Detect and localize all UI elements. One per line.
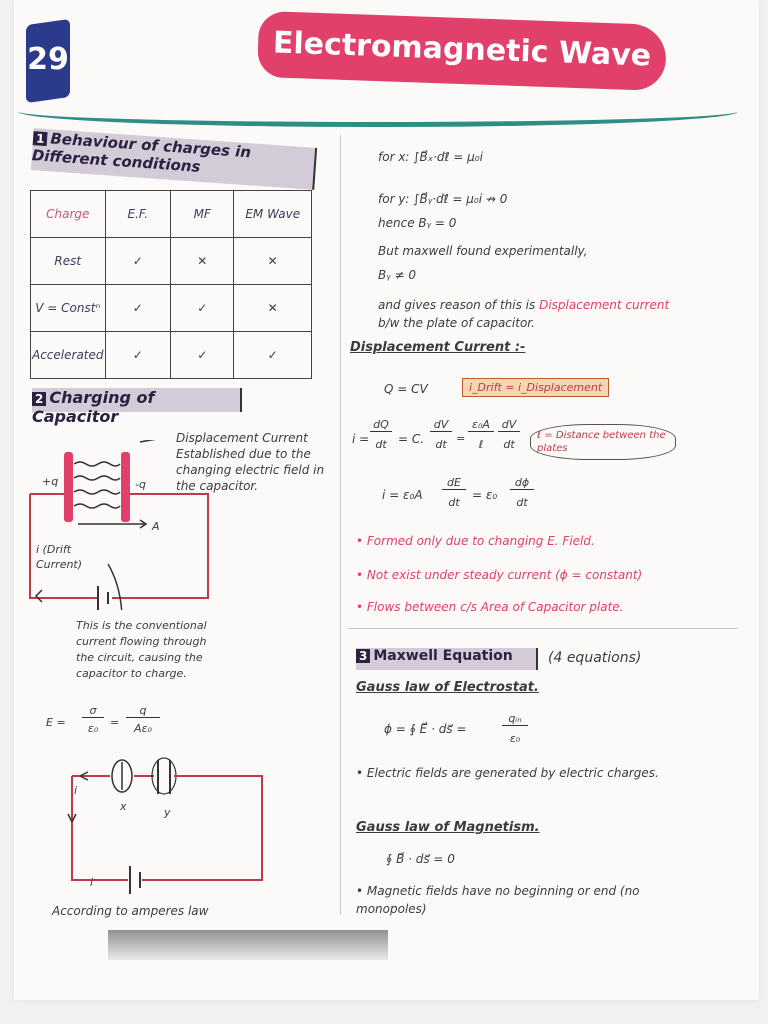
check-mark: ✓ [171,332,234,379]
section1-title: Behaviour of charges in Different conditions [31,129,252,176]
cross-mark: ✕ [171,238,234,285]
eq2-lhs: i = ε₀A [382,488,423,502]
table-header-row [31,191,312,238]
section-divider [348,628,738,629]
displacement-reason [378,296,678,332]
amperes-law-note: According to amperes law [52,904,209,918]
distance-note-bubble: ℓ = Distance between the plates [530,424,676,460]
table-row [31,238,312,285]
section1-number: 1 [33,131,48,146]
capacitor-plate-negative [121,452,130,522]
capacitor-circuit [28,440,228,610]
list-item: • Formed only due to changing E. Field. [356,534,595,548]
charge-behaviour-table [30,190,312,379]
circuit2-x: x [120,800,127,813]
check-mark: ✓ [105,238,171,285]
eq-i-l: ℓ [478,438,484,451]
gauss-electrostatic-heading: Gauss law of Electrostat. [356,680,539,695]
check-mark: ✓ [105,285,171,332]
row-label: Rest [31,238,106,285]
section3-title: Maxwell Equation [373,648,513,664]
gauss-m-eq: ∮ B⃗ · ds⃗ = 0 [386,852,455,866]
point-a-label: A [152,520,160,533]
gauss-magnetism-heading: Gauss law of Magnetism. [356,820,540,835]
section2-heading [32,388,242,426]
gauss-e-eq: ϕ = ∮ E⃗ · ds⃗ = [384,722,467,736]
bullet-text: Flows between c/s Area of Capacitor plate. [366,600,624,614]
list-item: • Not exist under steady current (ϕ = constant) [356,568,643,582]
current-arrow-icon [36,590,42,602]
minus-q-label: -q [135,478,146,491]
eq-i-e0a: ε₀A [468,418,494,432]
check-mark: ✓ [234,332,312,379]
eq-i-eq: = [456,432,466,445]
reason-prefix: and gives reason of this is [378,298,536,312]
conventional-arrow [108,564,122,610]
section2-number: 2 [32,392,46,406]
field-eq-num1: σ [82,704,104,718]
section3-subtitle: (4 equations) [548,650,642,666]
eq-i-dt2: dt [503,438,515,451]
field-eq-den2: Aε₀ [134,722,152,735]
plus-q-label: +q [42,475,59,488]
header-divider [18,96,738,127]
maxwell-line: But maxwell found experimentally, [378,244,588,258]
eq-i-dv: dV [430,418,452,432]
bullet-text: Not exist under steady current (ϕ = constant) [366,568,643,582]
section3-number: 3 [356,649,370,663]
circuit-wire [142,776,262,880]
drift-equals-displacement-box: i_Drift = i_Displacement [462,378,609,397]
eq-i-dt: dt [375,438,387,451]
field-eq-sign: = [110,716,120,729]
bullet-text: Magnetic fields have no beginning or end (no monopoles) [356,884,640,916]
eq2-mid: = ε₀ [472,488,498,502]
hence-line: hence Bᵧ = 0 [378,216,457,230]
gauss-e-den: ε₀ [509,732,521,745]
eq-i-lhs: i = [352,432,370,446]
list-item: • Flows between c/s Area of Capacitor plate. [356,600,624,614]
eq2-dt: dt [448,496,460,509]
ampere-x-line: for x: ∫B⃗ₓ·dℓ⃗ = μ₀i [378,150,483,164]
check-mark: ✓ [171,285,234,332]
ampere-y-line: for y: ∫B⃗ᵧ·dℓ⃗ = μ₀i ↛ 0 [378,192,508,206]
bullet-text: Electric fields are generated by electric charges. [366,766,659,780]
check-mark: ✓ [105,332,171,379]
circuit2-i-bottom: i [90,876,94,889]
eq2-de: dE [442,476,466,490]
gauss-m-bullet: • Magnetic fields have no beginning or end (no monopoles) [356,884,640,916]
bullet-text: Formed only due to changing E. Field. [366,534,595,548]
eq-i-dv2: dV [498,418,520,432]
column-divider [340,135,341,915]
table-header-cell: EM Wave [234,191,312,238]
field-eq-den1: ε₀ [87,722,99,735]
chapter-title: Electromagnetic Wave [272,25,652,74]
gauss-e-num: qᵢₙ [502,712,528,726]
capacitor-plate-positive [64,452,73,522]
drift-current-label: i (Drift Current) [36,543,83,571]
row-label: Accelerated [31,332,106,379]
chapter-number: 29 [27,42,69,77]
displacement-field-lines [74,462,120,508]
section3-heading [356,648,538,670]
eq-i-dq: dQ [370,418,392,432]
eq-i-c: = C. [398,432,425,446]
conventional-current-note: This is the conventional current flowing through the circuit, causing the capacitor to charge. [76,619,207,680]
cross-mark: ✕ [234,238,312,285]
ampere-circuit [50,752,270,902]
table-row [31,332,312,379]
q-equals-cv: Q = CV [384,382,428,396]
field-eq-num2: q [126,704,160,718]
table-header-cell: MF [171,191,234,238]
displacement-note: Displacement Current Established due to the changing electric field in the capacitor. [176,431,325,493]
reason-suffix: b/w the plate of capacitor. [378,316,535,330]
displacement-heading: Displacement Current :- [350,340,526,355]
table-row [31,285,312,332]
circuit2-y: y [164,806,171,819]
circuit2-i-top: i [74,784,78,797]
reason-highlight: Displacement current [539,298,670,312]
gauss-e-bullet: • Electric fields are generated by electric charges. [356,766,659,780]
eq-i-dt-b: dt [435,438,447,451]
field-eq-lhs: E = [46,716,66,729]
table-header-cell: Charge [31,191,106,238]
note-arrow [140,440,200,442]
amperian-loop-y [152,758,176,794]
cross-mark: ✕ [234,285,312,332]
page-edge-shadow [108,930,388,960]
section2-title: Charging of Capacitor [32,388,155,426]
row-label: V = Constⁿ [31,285,106,332]
table-header-cell: E.F. [105,191,171,238]
eq2-dt2: dt [516,496,528,509]
by-nonzero-line: Bᵧ ≠ 0 [378,268,417,282]
eq2-dphi: dϕ [510,476,534,490]
